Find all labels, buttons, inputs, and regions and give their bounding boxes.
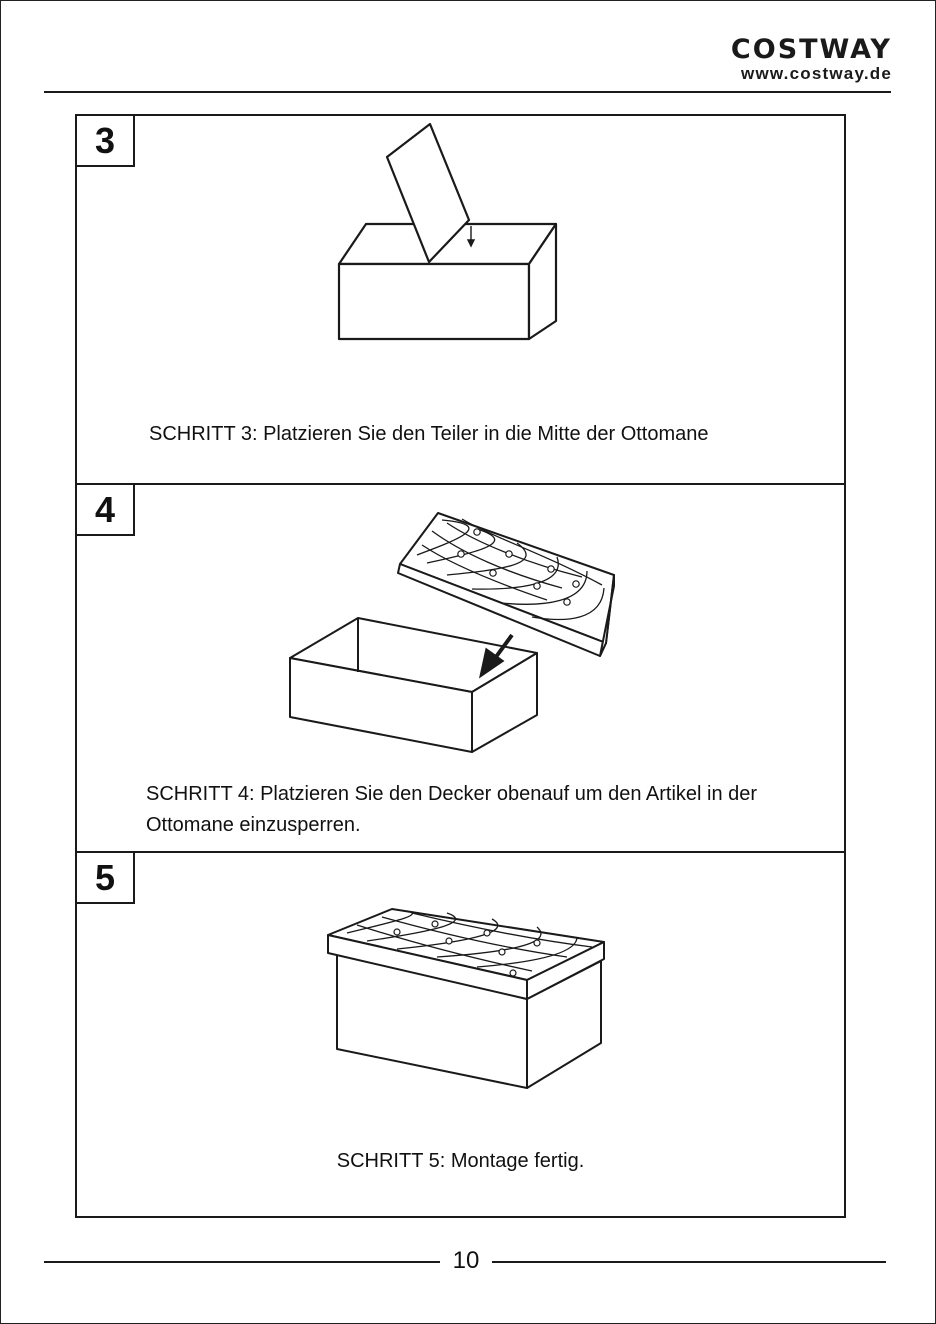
brand-header	[731, 36, 892, 84]
costway-logo: COSTWAY	[730, 34, 892, 65]
step-4-panel	[77, 485, 844, 853]
header-divider	[44, 91, 891, 93]
footer-divider-right	[492, 1261, 886, 1263]
footer-divider-left	[44, 1261, 440, 1263]
step-number: 3	[77, 116, 135, 167]
step-4-caption: SCHRITT 4: Platzieren Sie den Decker obenauf um den Artikel in der Ottomane einzusperren.	[146, 783, 758, 836]
step-3-caption: SCHRITT 3: Platzieren Sie den Teiler in die Mitte der Ottomane	[149, 423, 709, 445]
step-3-panel	[77, 116, 844, 485]
step-5-panel	[77, 853, 844, 1216]
step-number: 4	[77, 485, 135, 536]
step-5-caption: SCHRITT 5: Montage fertig.	[336, 1150, 585, 1172]
page-number: 10	[452, 1247, 480, 1274]
step-number: 5	[77, 853, 135, 904]
website-url: www.costway.de	[741, 64, 892, 83]
instruction-steps	[75, 114, 846, 1218]
